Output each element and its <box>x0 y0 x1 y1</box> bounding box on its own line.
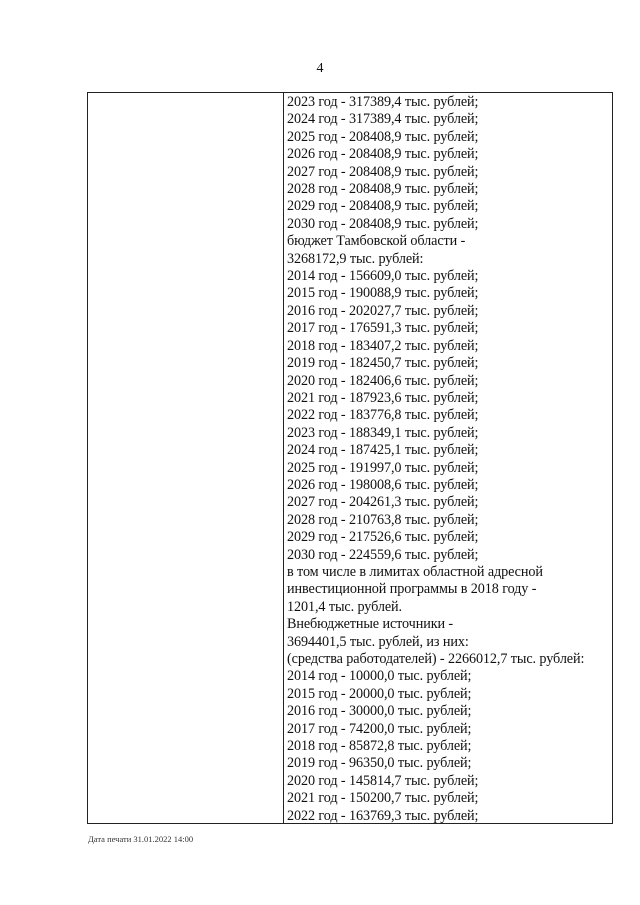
table-right-cell <box>284 93 612 823</box>
text-line: 2026 год - 198008,6 тыс. рублей; <box>287 476 479 493</box>
text-line: 2020 год - 182406,6 тыс. рублей; <box>287 372 479 389</box>
text-line: 3268172,9 тыс. рублей: <box>287 250 424 267</box>
text-line: 2024 год - 187425,1 тыс. рублей; <box>287 442 479 459</box>
text-line: 2030 год - 224559,6 тыс. рублей; <box>287 546 479 563</box>
text-line: 2017 год - 176591,3 тыс. рублей; <box>287 320 479 337</box>
text-line: 2015 год - 20000,0 тыс. рублей; <box>287 685 472 702</box>
text-line: 2021 год - 150200,7 тыс. рублей; <box>287 790 479 807</box>
document-table <box>87 92 613 824</box>
print-date-footer: Дата печати 31.01.2022 14:00 <box>88 834 194 844</box>
text-line: 2019 год - 96350,0 тыс. рублей; <box>287 755 472 772</box>
text-line: 2021 год - 187923,6 тыс. рублей; <box>287 389 479 406</box>
text-line: (средства работодателей) - 2266012,7 тыс. рублей: <box>287 651 585 667</box>
text-line: 2029 год - 217526,6 тыс. рублей; <box>287 529 479 546</box>
text-line: 2016 год - 202027,7 тыс. рублей; <box>287 302 479 319</box>
text-line: Внебюджетные источники - <box>287 616 454 633</box>
text-line: инвестиционной программы в 2018 году - <box>287 581 537 598</box>
text-line: в том числе в лимитах областной адресной <box>287 563 543 580</box>
text-line: 2027 год - 208408,9 тыс. рублей; <box>287 163 479 180</box>
text-line: бюджет Тамбовской области - <box>287 233 466 250</box>
text-line: 2014 год - 156609,0 тыс. рублей; <box>287 268 479 285</box>
text-line: 2018 год - 183407,2 тыс. рублей; <box>287 337 479 354</box>
text-line: 2014 год - 10000,0 тыс. рублей; <box>287 668 472 685</box>
text-line: 2027 год - 204261,3 тыс. рублей; <box>287 494 479 511</box>
text-line: 2017 год - 74200,0 тыс. рублей; <box>287 720 472 737</box>
text-line: 1201,4 тыс. рублей. <box>287 598 402 615</box>
text-line: 2028 год - 210763,8 тыс. рублей; <box>287 511 479 528</box>
text-line: 2023 год - 317389,4 тыс. рублей; <box>287 94 479 110</box>
text-line: 2022 год - 163769,3 тыс. рублей; <box>287 807 479 824</box>
text-line: 2022 год - 183776,8 тыс. рублей; <box>287 407 479 424</box>
text-line: 2018 год - 85872,8 тыс. рублей; <box>287 738 472 755</box>
text-line: 2025 год - 191997,0 тыс. рублей; <box>287 459 479 476</box>
text-line: 3694401,5 тыс. рублей, из них: <box>287 633 469 650</box>
text-line: 2019 год - 182450,7 тыс. рублей; <box>287 355 479 372</box>
text-line: 2025 год - 208408,9 тыс. рублей; <box>287 128 479 145</box>
text-line: 2026 год - 208408,9 тыс. рублей; <box>287 146 479 163</box>
page-number: 4 <box>316 61 324 76</box>
text-line: 2023 год - 188349,1 тыс. рублей; <box>287 424 479 441</box>
text-line: 2028 год - 208408,9 тыс. рублей; <box>287 181 479 198</box>
text-line: 2015 год - 190088,9 тыс. рублей; <box>287 285 479 302</box>
text-line: 2020 год - 145814,7 тыс. рублей; <box>287 772 479 789</box>
text-line: 2030 год - 208408,9 тыс. рублей; <box>287 215 479 232</box>
table-left-cell <box>88 93 284 823</box>
text-line: 2016 год - 30000,0 тыс. рублей; <box>287 703 472 720</box>
text-line: 2029 год - 208408,9 тыс. рублей; <box>287 198 479 215</box>
text-line: 2024 год - 317389,4 тыс. рублей; <box>287 111 479 128</box>
